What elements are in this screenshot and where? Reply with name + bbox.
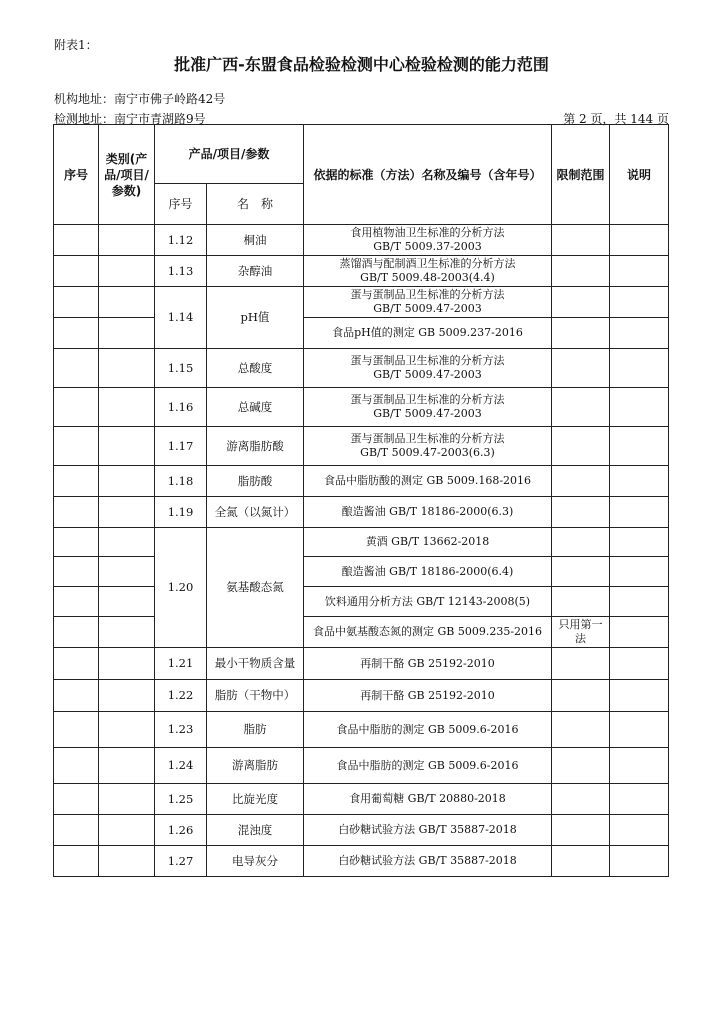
standard-cell: 白砂糖试验方法 GB/T 35887-2018 [304,815,552,846]
note-cell [610,784,669,815]
table-row [54,557,669,587]
table-row [54,349,669,388]
item-no-cell: 1.19 [155,497,207,528]
note-cell [610,557,669,587]
limit-cell [552,680,610,712]
category-cell [99,617,155,648]
standard-cell: 食用植物油卫生标准的分析方法 GB/T 5009.37-2003 [304,225,552,256]
header-sub-seq: 序号 [155,184,207,225]
seq-cell [54,497,99,528]
item-no-cell: 1.27 [155,846,207,877]
seq-cell [54,815,99,846]
limit-cell [552,318,610,349]
standard-cell: 蛋与蛋制品卫生标准的分析方法 GB/T 5009.47-2003 [304,349,552,388]
limit-cell [552,466,610,497]
standard-cell: 再制干酪 GB 25192-2010 [304,648,552,680]
table-row [54,617,669,648]
category-cell [99,712,155,748]
standard-cell: 食品中脂肪酸的测定 GB 5009.168-2016 [304,466,552,497]
table-row [54,318,669,349]
note-cell [610,648,669,680]
table-row [54,748,669,784]
standard-cell: 蛋与蛋制品卫生标准的分析方法 GB/T 5009.47-2003 [304,388,552,427]
header-sub-name: 名 称 [207,184,304,225]
category-cell [99,225,155,256]
limit-cell [552,712,610,748]
item-name-cell: 比旋光度 [207,784,304,815]
note-cell [610,680,669,712]
standard-cell: 食品中脂肪的测定 GB 5009.6-2016 [304,748,552,784]
table-row [54,528,669,557]
header-note: 说明 [610,125,669,225]
item-name-cell: 脂肪（干物中） [207,680,304,712]
note-cell [610,712,669,748]
seq-cell [54,617,99,648]
limit-cell [552,528,610,557]
item-name-cell: 混浊度 [207,815,304,846]
note-cell [610,846,669,877]
capability-table [53,124,669,877]
document-title: 批准广西-东盟食品检验检测中心检验检测的能力范围 [174,55,549,74]
category-cell [99,846,155,877]
annex-label: 附表1： [54,38,98,52]
standard-cell: 食品中脂肪的测定 GB 5009.6-2016 [304,712,552,748]
note-cell [610,256,669,287]
limit-cell [552,815,610,846]
standard-cell: 蛋与蛋制品卫生标准的分析方法 GB/T 5009.47-2003 [304,287,552,318]
item-no-cell: 1.20 [155,528,207,648]
seq-cell [54,557,99,587]
item-name-cell: pH值 [207,287,304,349]
limit-cell [552,287,610,318]
seq-cell [54,225,99,256]
item-no-cell: 1.15 [155,349,207,388]
table-row [54,680,669,712]
category-cell [99,587,155,617]
item-name-cell: 游离脂肪酸 [207,427,304,466]
table-row [54,225,669,256]
header-standard: 依据的标准（方法）名称及编号（含年号） [304,125,552,225]
item-name-cell: 电导灰分 [207,846,304,877]
item-name-cell: 氨基酸态氮 [207,528,304,648]
table-row [54,784,669,815]
standard-cell: 再制干酪 GB 25192-2010 [304,680,552,712]
item-no-cell: 1.17 [155,427,207,466]
item-no-cell: 1.13 [155,256,207,287]
table-row [54,846,669,877]
seq-cell [54,388,99,427]
standard-cell: 蛋与蛋制品卫生标准的分析方法 GB/T 5009.47-2003(6.3) [304,427,552,466]
limit-cell [552,748,610,784]
table-row [54,648,669,680]
seq-cell [54,427,99,466]
seq-cell [54,349,99,388]
table-row [54,497,669,528]
seq-cell [54,528,99,557]
seq-cell [54,256,99,287]
seq-cell [54,846,99,877]
header-seq: 序号 [54,125,99,225]
standard-cell: 白砂糖试验方法 GB/T 35887-2018 [304,846,552,877]
item-name-cell: 桐油 [207,225,304,256]
seq-cell [54,287,99,318]
note-cell [610,815,669,846]
item-name-cell: 游离脂肪 [207,748,304,784]
category-cell [99,256,155,287]
seq-cell [54,648,99,680]
item-name-cell: 最小干物质含量 [207,648,304,680]
table-row [54,466,669,497]
item-no-cell: 1.12 [155,225,207,256]
limit-cell [552,256,610,287]
seq-cell [54,680,99,712]
category-cell [99,528,155,557]
item-no-cell: 1.25 [155,784,207,815]
note-cell [610,349,669,388]
item-no-cell: 1.23 [155,712,207,748]
category-cell [99,349,155,388]
note-cell [610,587,669,617]
standard-cell: 食用葡萄糖 GB/T 20880-2018 [304,784,552,815]
limit-cell [552,587,610,617]
category-cell [99,784,155,815]
note-cell [610,388,669,427]
category-cell [99,557,155,587]
header-limit: 限制范围 [552,125,610,225]
category-cell [99,466,155,497]
note-cell [610,466,669,497]
limit-cell [552,225,610,256]
seq-cell [54,748,99,784]
limit-cell [552,497,610,528]
item-no-cell: 1.16 [155,388,207,427]
test-address: 检测地址：南宁市青湖路9号 [54,112,206,126]
category-cell [99,318,155,349]
item-no-cell: 1.21 [155,648,207,680]
limit-cell: 只用第一法 [552,617,610,648]
category-cell [99,388,155,427]
note-cell [610,287,669,318]
table-row [54,427,669,466]
standard-cell: 酿造酱油 GB/T 18186-2000(6.3) [304,497,552,528]
header-product-group: 产品/项目/参数 [155,125,304,184]
limit-cell [552,648,610,680]
note-cell [610,748,669,784]
seq-cell [54,784,99,815]
item-name-cell: 杂醇油 [207,256,304,287]
standard-cell: 食品pH值的测定 GB 5009.237-2016 [304,318,552,349]
item-name-cell: 总碱度 [207,388,304,427]
item-no-cell: 1.24 [155,748,207,784]
seq-cell [54,587,99,617]
category-cell [99,427,155,466]
seq-cell [54,712,99,748]
table-row [54,388,669,427]
item-name-cell: 总酸度 [207,349,304,388]
page-info: 第 2 页，共 144 页 [563,112,669,126]
table-row [54,815,669,846]
item-name-cell: 脂肪酸 [207,466,304,497]
note-cell [610,497,669,528]
item-name-cell: 全氮（以氮计） [207,497,304,528]
seq-cell [54,318,99,349]
limit-cell [552,388,610,427]
limit-cell [552,349,610,388]
limit-cell [552,846,610,877]
category-cell [99,680,155,712]
org-address: 机构地址：南宁市佛子岭路42号 [54,92,226,106]
note-cell [610,427,669,466]
note-cell [610,617,669,648]
limit-cell [552,557,610,587]
standard-cell: 食品中氨基酸态氮的测定 GB 5009.235-2016 [304,617,552,648]
table-row [54,287,669,318]
seq-cell [54,466,99,497]
standard-cell: 饮料通用分析方法 GB/T 12143-2008(5) [304,587,552,617]
standard-cell: 黄酒 GB/T 13662-2018 [304,528,552,557]
note-cell [610,318,669,349]
standard-cell: 酿造酱油 GB/T 18186-2000(6.4) [304,557,552,587]
note-cell [610,528,669,557]
table-body [54,225,669,877]
header-category: 类别(产品/项目/参数) [99,125,155,225]
limit-cell [552,784,610,815]
category-cell [99,497,155,528]
category-cell [99,287,155,318]
category-cell [99,748,155,784]
note-cell [610,225,669,256]
item-no-cell: 1.18 [155,466,207,497]
table-row [54,712,669,748]
table-row [54,587,669,617]
limit-cell [552,427,610,466]
standard-cell: 蒸馏酒与配制酒卫生标准的分析方法 GB/T 5009.48-2003(4.4) [304,256,552,287]
item-no-cell: 1.14 [155,287,207,349]
item-no-cell: 1.26 [155,815,207,846]
item-no-cell: 1.22 [155,680,207,712]
item-name-cell: 脂肪 [207,712,304,748]
category-cell [99,648,155,680]
table-row [54,256,669,287]
category-cell [99,815,155,846]
